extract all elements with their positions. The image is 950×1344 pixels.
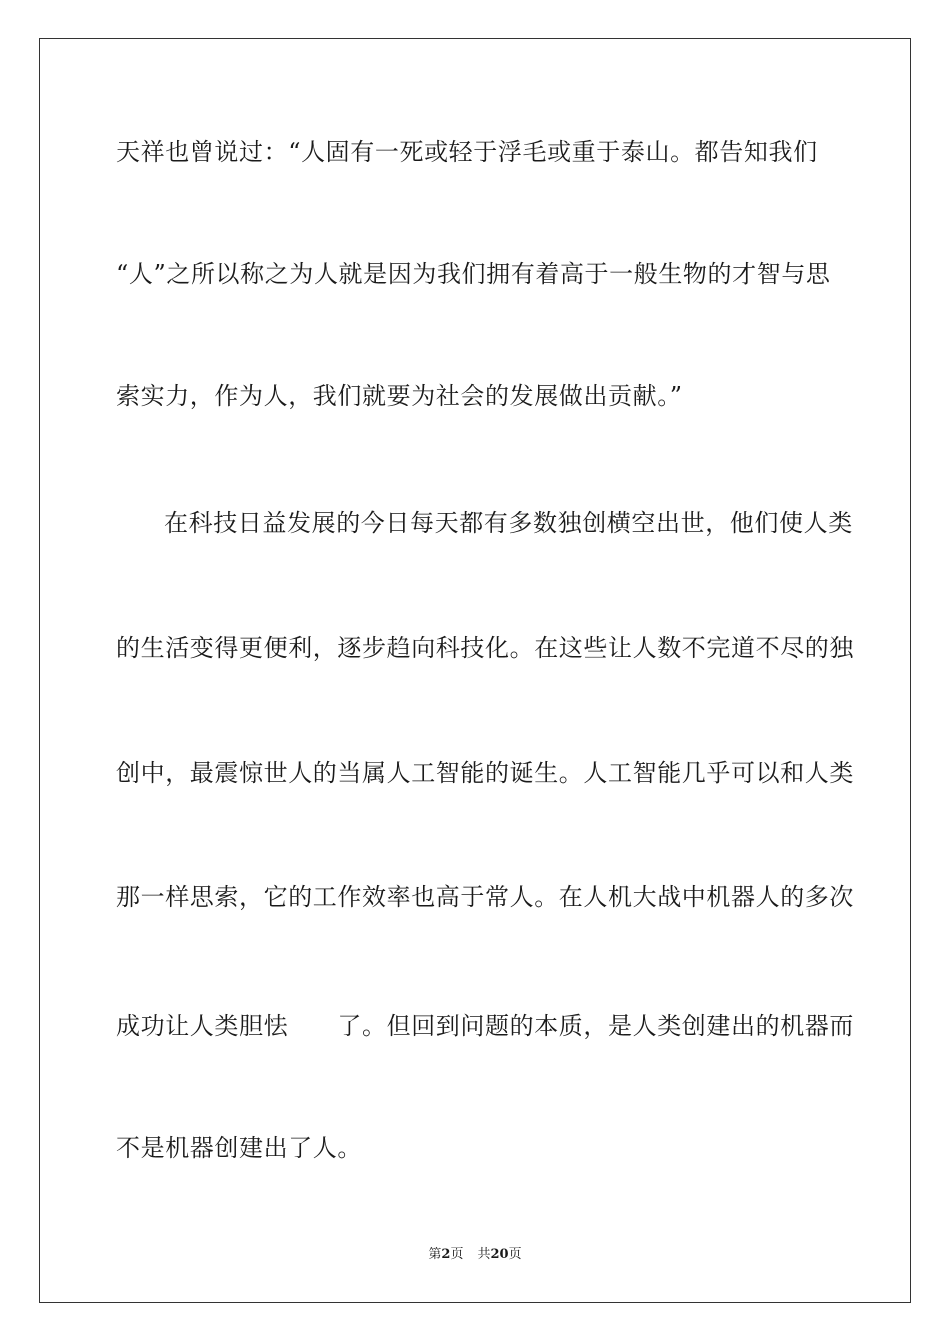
paragraph-line: 不是机器创建出了人。 bbox=[116, 1134, 362, 1162]
page-border bbox=[39, 38, 911, 1303]
paragraph-line: “人”之所以称之为人就是因为我们拥有着高于一般生物的才智与思 bbox=[116, 260, 831, 288]
page-suffix: 页 bbox=[450, 1247, 464, 1262]
paragraph-line: 在科技日益发展的今日每天都有多数独创横空出世，他们使人类 bbox=[164, 509, 853, 537]
page-prefix: 第 bbox=[428, 1247, 442, 1262]
total-suffix: 页 bbox=[508, 1247, 522, 1262]
total-page-number: 20 bbox=[490, 1247, 509, 1262]
page-footer bbox=[0, 1246, 950, 1264]
paragraph-line: 成功让人类胆怯 了。但回到问题的本质，是人类创建出的机器而 bbox=[116, 1012, 854, 1040]
paragraph-line: 天祥也曾说过：“人固有一死或轻于浮毛或重于泰山。都告知我们 bbox=[116, 138, 818, 166]
paragraph-line: 索实力，作为人，我们就要为社会的发展做出贡献。” bbox=[116, 382, 683, 410]
paragraph-line: 创中，最震惊世人的当属人工智能的诞生。人工智能几乎可以和人类 bbox=[116, 759, 854, 787]
total-prefix: 共 bbox=[477, 1247, 491, 1262]
paragraph-line: 的生活变得更便利，逐步趋向科技化。在这些让人数不完道不尽的独 bbox=[116, 634, 854, 662]
paragraph-line: 那一样思索，它的工作效率也高于常人。在人机大战中机器人的多次 bbox=[116, 883, 854, 911]
current-page-number: 2 bbox=[441, 1247, 451, 1262]
